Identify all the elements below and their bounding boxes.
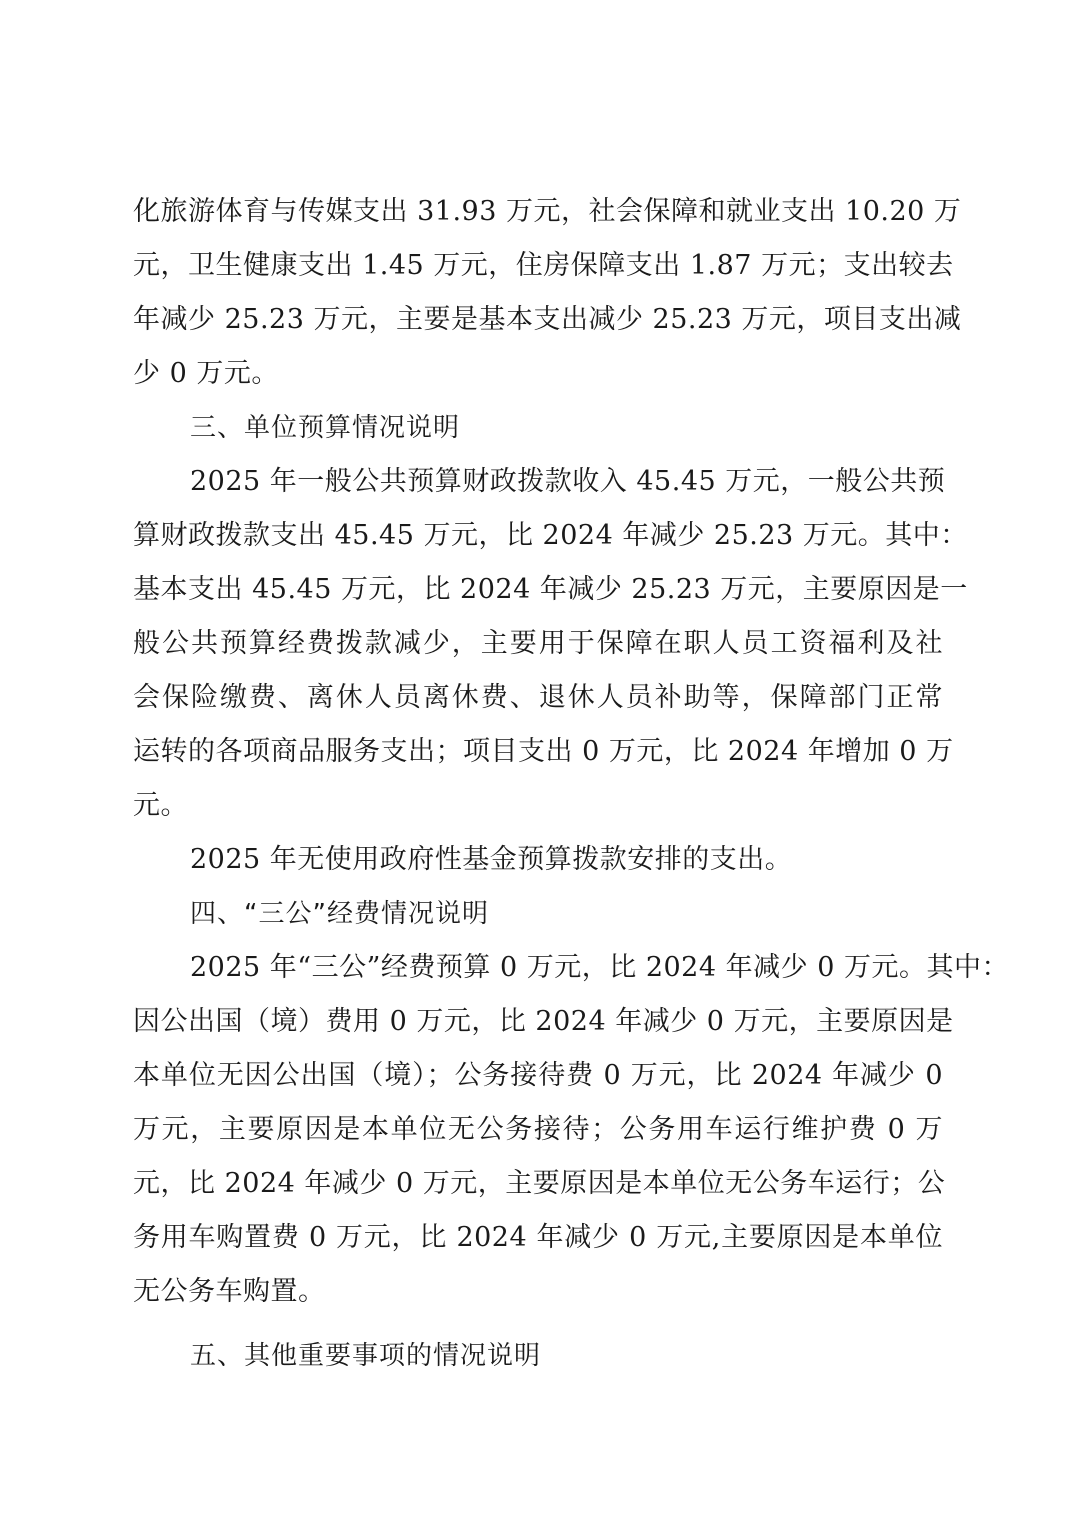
text-line: 元，比 2024 年减少 0 万元，主要原因是本单位无公务车运行；公: [133, 1168, 946, 1199]
text-line: 基本支出 45.45 万元，比 2024 年减少 25.23 万元，主要原因是一: [133, 574, 968, 605]
unit-budget-paragraph: [133, 455, 968, 833]
section-heading-three-public-expenses: 四、“三公”经费情况说明: [190, 899, 489, 929]
section-heading-unit-budget: 三、单位预算情况说明: [190, 413, 461, 443]
text-line: 会保险缴费、离休人员离休费、退休人员补助等，保障部门正常: [133, 682, 943, 713]
three-public-expenses-paragraph: [133, 941, 1009, 1319]
text-line: 本单位无因公出国（境）；公务接待费 0 万元，比 2024 年减少 0: [133, 1060, 943, 1091]
text-line: 2025 年一般公共预算财政拨款收入 45.45 万元，一般公共预: [190, 466, 946, 497]
text-line: 无公务车购置。: [133, 1276, 326, 1307]
text-line: 务用车购置费 0 万元，比 2024 年减少 0 万元,主要原因是本单位: [133, 1222, 943, 1253]
document-body: [133, 185, 1009, 1383]
section-heading-other-matters: 五、其他重要事项的情况说明: [190, 1341, 542, 1371]
intro-paragraph: [133, 185, 962, 401]
text-line: 运转的各项商品服务支出；项目支出 0 万元，比 2024 年增加 0 万: [133, 736, 954, 767]
text-line: 2025 年“三公”经费预算 0 万元，比 2024 年减少 0 万元。其中：: [190, 952, 1009, 983]
text-line: 元，卫生健康支出 1.45 万元，住房保障支出 1.87 万元；支出较去: [133, 250, 954, 281]
text-line: 万元，主要原因是本单位无公务接待；公务用车运行维护费 0 万: [133, 1114, 943, 1145]
text-line: 因公出国（境）费用 0 万元，比 2024 年减少 0 万元，主要原因是: [133, 1006, 954, 1037]
text-line: 元。: [133, 790, 188, 821]
text-line: 少 0 万元。: [133, 358, 279, 389]
text-line: 年减少 25.23 万元，主要是基本支出减少 25.23 万元，项目支出减: [133, 304, 962, 335]
spacer: [133, 1319, 943, 1329]
government-fund-paragraph: 2025 年无使用政府性基金预算拨款安排的支出。: [190, 844, 793, 875]
text-line: 般公共预算经费拨款减少，主要用于保障在职人员工资福利及社: [133, 628, 943, 659]
text-line: 算财政拨款支出 45.45 万元，比 2024 年减少 25.23 万元。其中：: [133, 520, 968, 551]
text-line: 化旅游体育与传媒支出 31.93 万元，社会保障和就业支出 10.20 万: [133, 196, 962, 227]
